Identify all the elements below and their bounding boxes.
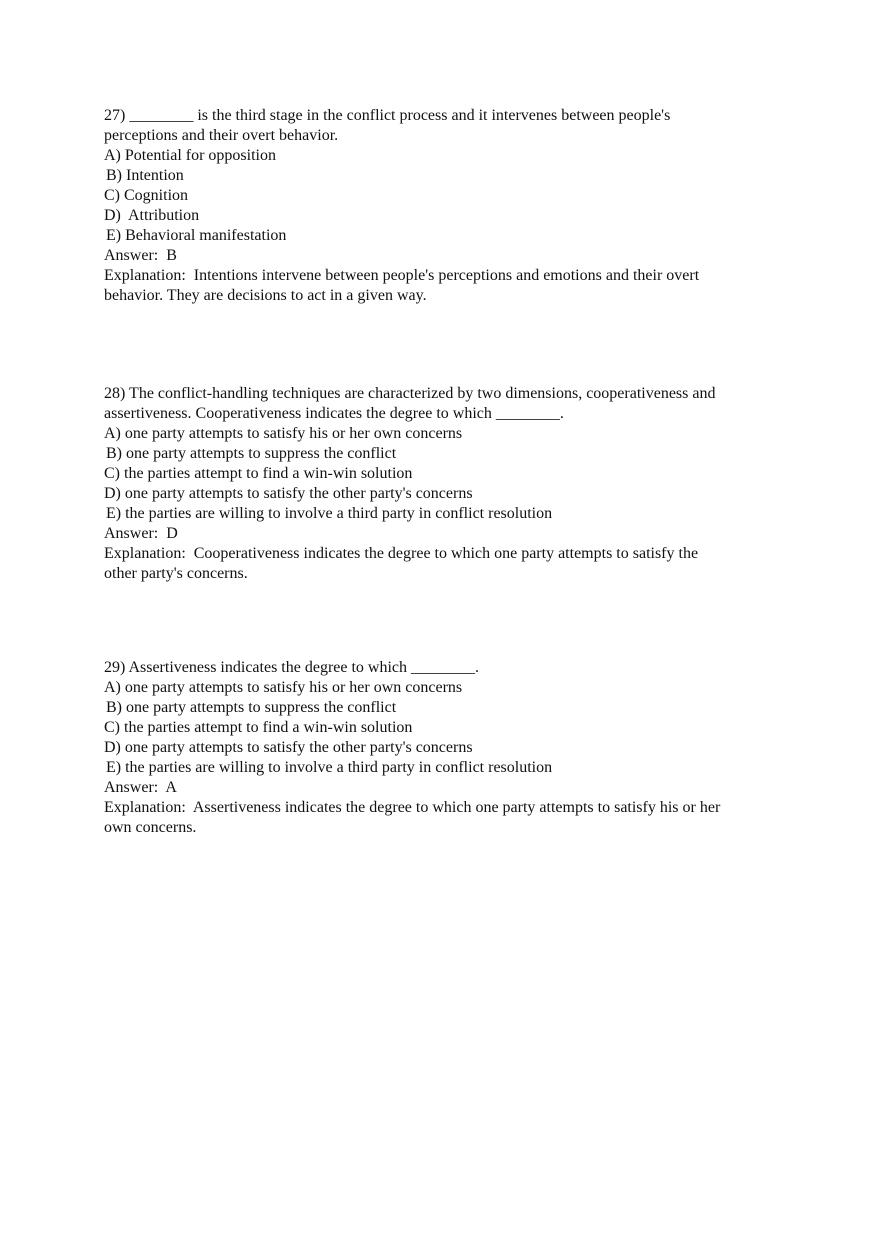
explanation-line: behavior. They are decisions to act in a given way. [104, 287, 427, 304]
question-stem-line: 28) The conflict-handling techniques are characterized by two dimensions, cooperativeness and [104, 385, 716, 402]
answer: Answer: B [104, 247, 177, 264]
question-29 [104, 658, 784, 838]
option-c: C) the parties attempt to find a win-win solution [104, 719, 413, 736]
explanation-line: Explanation: Intentions intervene between people's perceptions and emotions and their overt [104, 267, 700, 284]
explanation-line: Explanation: Assertiveness indicates the degree to which one party attempts to satisfy his or her [104, 799, 721, 816]
option-d: D) one party attempts to satisfy the other party's concerns [104, 485, 473, 502]
option-e: E) the parties are willing to involve a third party in conflict resolution [106, 759, 553, 776]
question-stem-line: assertiveness. Cooperativeness indicates the degree to which ________. [104, 405, 564, 422]
option-c: C) the parties attempt to find a win-win solution [104, 465, 413, 482]
question-stem-line: 27) ________ is the third stage in the conflict process and it intervenes between people's [104, 107, 671, 124]
option-a: A) one party attempts to satisfy his or her own concerns [104, 425, 463, 442]
answer: Answer: A [104, 779, 177, 796]
option-a: A) one party attempts to satisfy his or her own concerns [104, 679, 463, 696]
option-b: B) Intention [106, 167, 184, 184]
option-d: D) Attribution [104, 207, 200, 224]
explanation-line: own concerns. [104, 819, 197, 836]
explanation-line: other party's concerns. [104, 565, 248, 582]
option-e: E) Behavioral manifestation [106, 227, 287, 244]
option-a: A) Potential for opposition [104, 147, 276, 164]
question-stem-line: 29) Assertiveness indicates the degree to which ________. [104, 659, 480, 676]
option-e: E) the parties are willing to involve a third party in conflict resolution [106, 505, 553, 522]
question-28 [104, 384, 784, 584]
explanation-line: Explanation: Cooperativeness indicates the degree to which one party attempts to satisfy the [104, 545, 699, 562]
option-c: C) Cognition [104, 187, 189, 204]
option-d: D) one party attempts to satisfy the other party's concerns [104, 739, 473, 756]
answer: Answer: D [104, 525, 178, 542]
question-27 [104, 106, 784, 306]
option-b: B) one party attempts to suppress the conflict [106, 445, 397, 462]
option-b: B) one party attempts to suppress the conflict [106, 699, 397, 716]
question-stem-line: perceptions and their overt behavior. [104, 127, 339, 144]
